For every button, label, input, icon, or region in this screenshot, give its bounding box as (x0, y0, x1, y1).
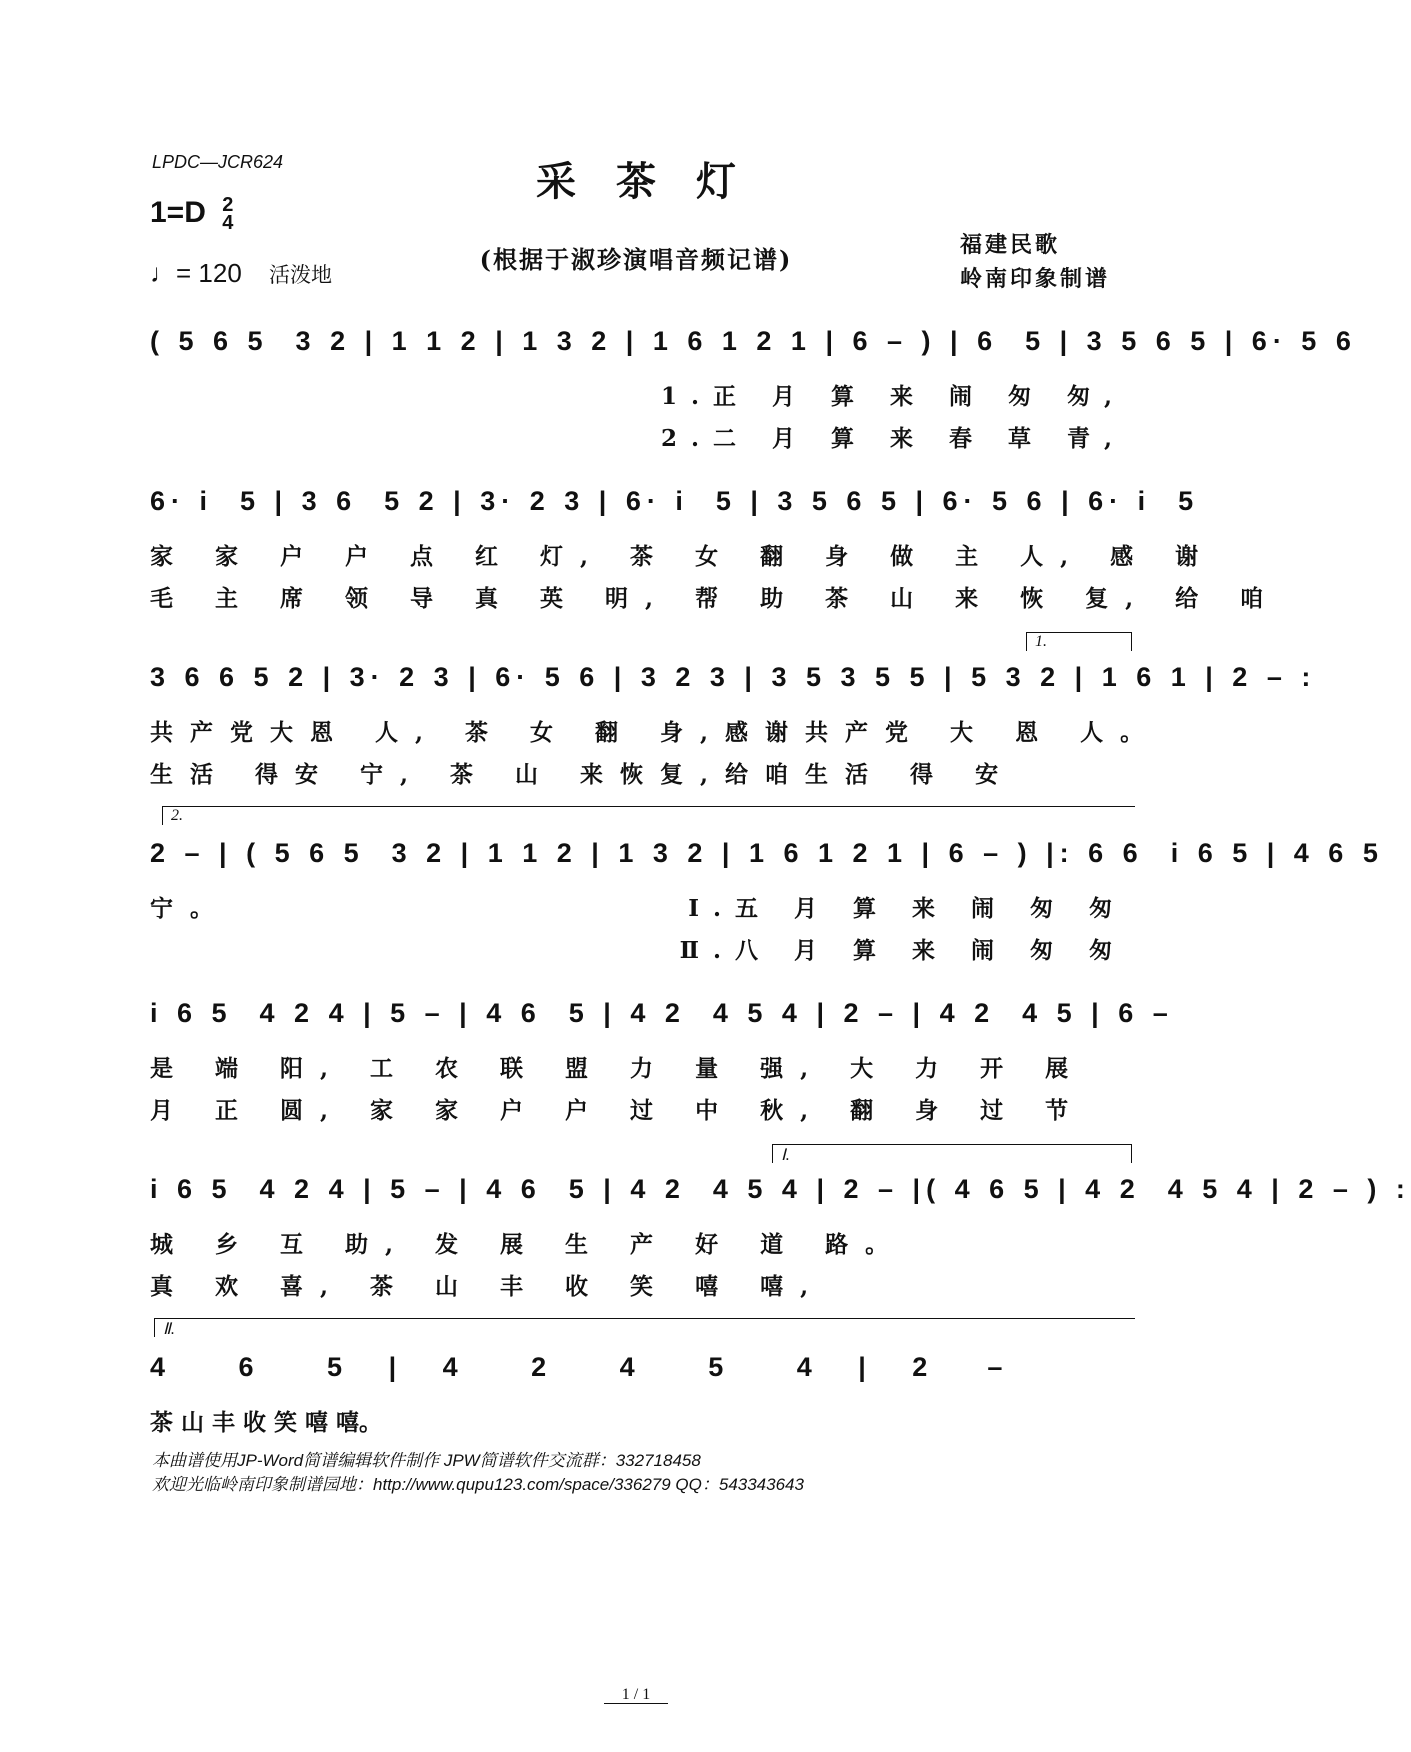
notes-row-7: 4 6 5 | 4 2 4 5 4 | 2 – (150, 1352, 1009, 1382)
notes-row-1: ( 5 6 5 3 2 | 1 1 2 | 1 3 2 | 1 6 1 2 1 | 6 – ) | 6 5 | 3 5 6 5 | 6· 5 6 (150, 326, 1357, 356)
lyric-row-2-verse-2: 毛 主 席 领 导 真 英 明, 帮 助 茶 山 来 恢 复, 给 咱 (150, 585, 1281, 612)
notes-row-2: 6· i 5 | 3 6 5 2 | 3· 2 3 | 6· i 5 | 3 5 6 5 | 6· 5 6 | 6· i 5 (150, 486, 1200, 516)
time-top: 2 (222, 194, 234, 217)
staff-row-5 (150, 990, 1174, 1036)
expression-mark: 活泼地 (269, 264, 333, 287)
page-number-text: 1 / 1 (604, 1686, 668, 1704)
staff-row-2 (150, 478, 1200, 524)
time-bottom: 4 (222, 212, 234, 235)
notes-row-4: 2 – | ( 5 6 5 3 2 | 1 1 2 | 1 3 2 | 1 6 1 2 1 | 6 – ) |: 6 6 i 6 5 | 4 6 5 (150, 838, 1384, 868)
lyric-row-6-verse-1: 城 乡 互 助, 发 展 生 产 好 道 路。 (150, 1231, 906, 1258)
score-code: LPDC—JCR624 (152, 152, 284, 172)
volta-ending-II: Ⅱ. (154, 1318, 1135, 1337)
notes-row-6: i 6 5 4 2 4 | 5 – | 4 6 5 | 4 2 4 5 4 | 2 – |( 4 6 5 | 4 2 4 5 4 | 2 – ) : (150, 1174, 1411, 1204)
staff-row-3 (150, 654, 1317, 700)
key-signature (150, 194, 234, 235)
lyric-row-3-verse-2: 生活 得安 宁, 茶 山 来恢复,给咱生活 得 安 (150, 761, 1016, 788)
notes-row-5: i 6 5 4 2 4 | 5 – | 4 6 5 | 4 2 4 5 4 | 2 – | 4 2 4 5 | 6 – (150, 998, 1174, 1028)
footer-line-2: 欢迎光临岭南印象制谱园地：http://www.qupu123.com/space/336279 QQ：543343643 (152, 1475, 804, 1494)
staff-row-4 (150, 830, 1384, 876)
lyric-row-6-verse-2: 真 欢 喜, 茶 山 丰 收 笑 嘻 嘻, (150, 1273, 826, 1300)
lyric-row-1-verse-2: 2.二 月 算 来 春 草 青, (660, 425, 1126, 452)
key-label: 1=D (150, 196, 206, 229)
footer-line-1: 本曲谱使用JP-Word简谱编辑软件制作 JPW简谱软件交流群：332718458 (152, 1451, 701, 1470)
staff-row-6 (150, 1166, 1411, 1212)
page-number (0, 1686, 1272, 1704)
staff-row-1 (150, 318, 1357, 364)
arranger: 岭南印象制谱 (960, 266, 1111, 292)
lyric-row-2-verse-1: 家 家 户 户 点 红 灯, 茶 女 翻 身 做 主 人, 感 谢 (150, 543, 1216, 570)
lyric-row-4-verse-2: Ⅱ.八 月 算 来 闹 匆 匆 (679, 937, 1126, 964)
lyric-row-1-verse-1: 1.正 月 算 来 闹 匆 匆, (660, 383, 1126, 410)
lyric-row-5-verse-1: 是 端 阳, 工 农 联 盟 力 量 强, 大 力 开 展 (150, 1055, 1086, 1082)
lyric-row-3-verse-1: 共产党大恩 人, 茶 女 翻 身,感谢共产党 大 恩 人。 (150, 719, 1161, 746)
page-title: 采茶灯 (536, 158, 776, 205)
song-origin: 福建民歌 (960, 232, 1061, 258)
lyric-row-4-verse-1: Ⅰ.五 月 算 来 闹 匆 匆 (688, 895, 1126, 922)
subtitle: (根据于淑珍演唱音频记谱) (479, 245, 793, 274)
lyric-row-5-verse-2: 月 正 圆, 家 家 户 户 过 中 秋, 翻 身 过 节 (150, 1097, 1086, 1124)
time-signature (222, 194, 234, 235)
volta-ending-1: 1. (1026, 632, 1132, 651)
tempo-value: ♩= 120 (150, 258, 242, 288)
lyric-row-4-ending: 宁。 (150, 895, 230, 922)
staff-row-7 (150, 1344, 1126, 1390)
notes-row-3: 3 6 6 5 2 | 3· 2 3 | 6· 5 6 | 3 2 3 | 3 5 3 5 5 | 5 3 2 | 1 6 1 | 2 – : (150, 662, 1317, 692)
volta-ending-I: Ⅰ. (772, 1144, 1132, 1163)
volta-ending-2: 2. (162, 806, 1135, 825)
lyric-row-7-verse-1: 茶 山 丰 收 笑 嘻 嘻。 (150, 1409, 383, 1436)
